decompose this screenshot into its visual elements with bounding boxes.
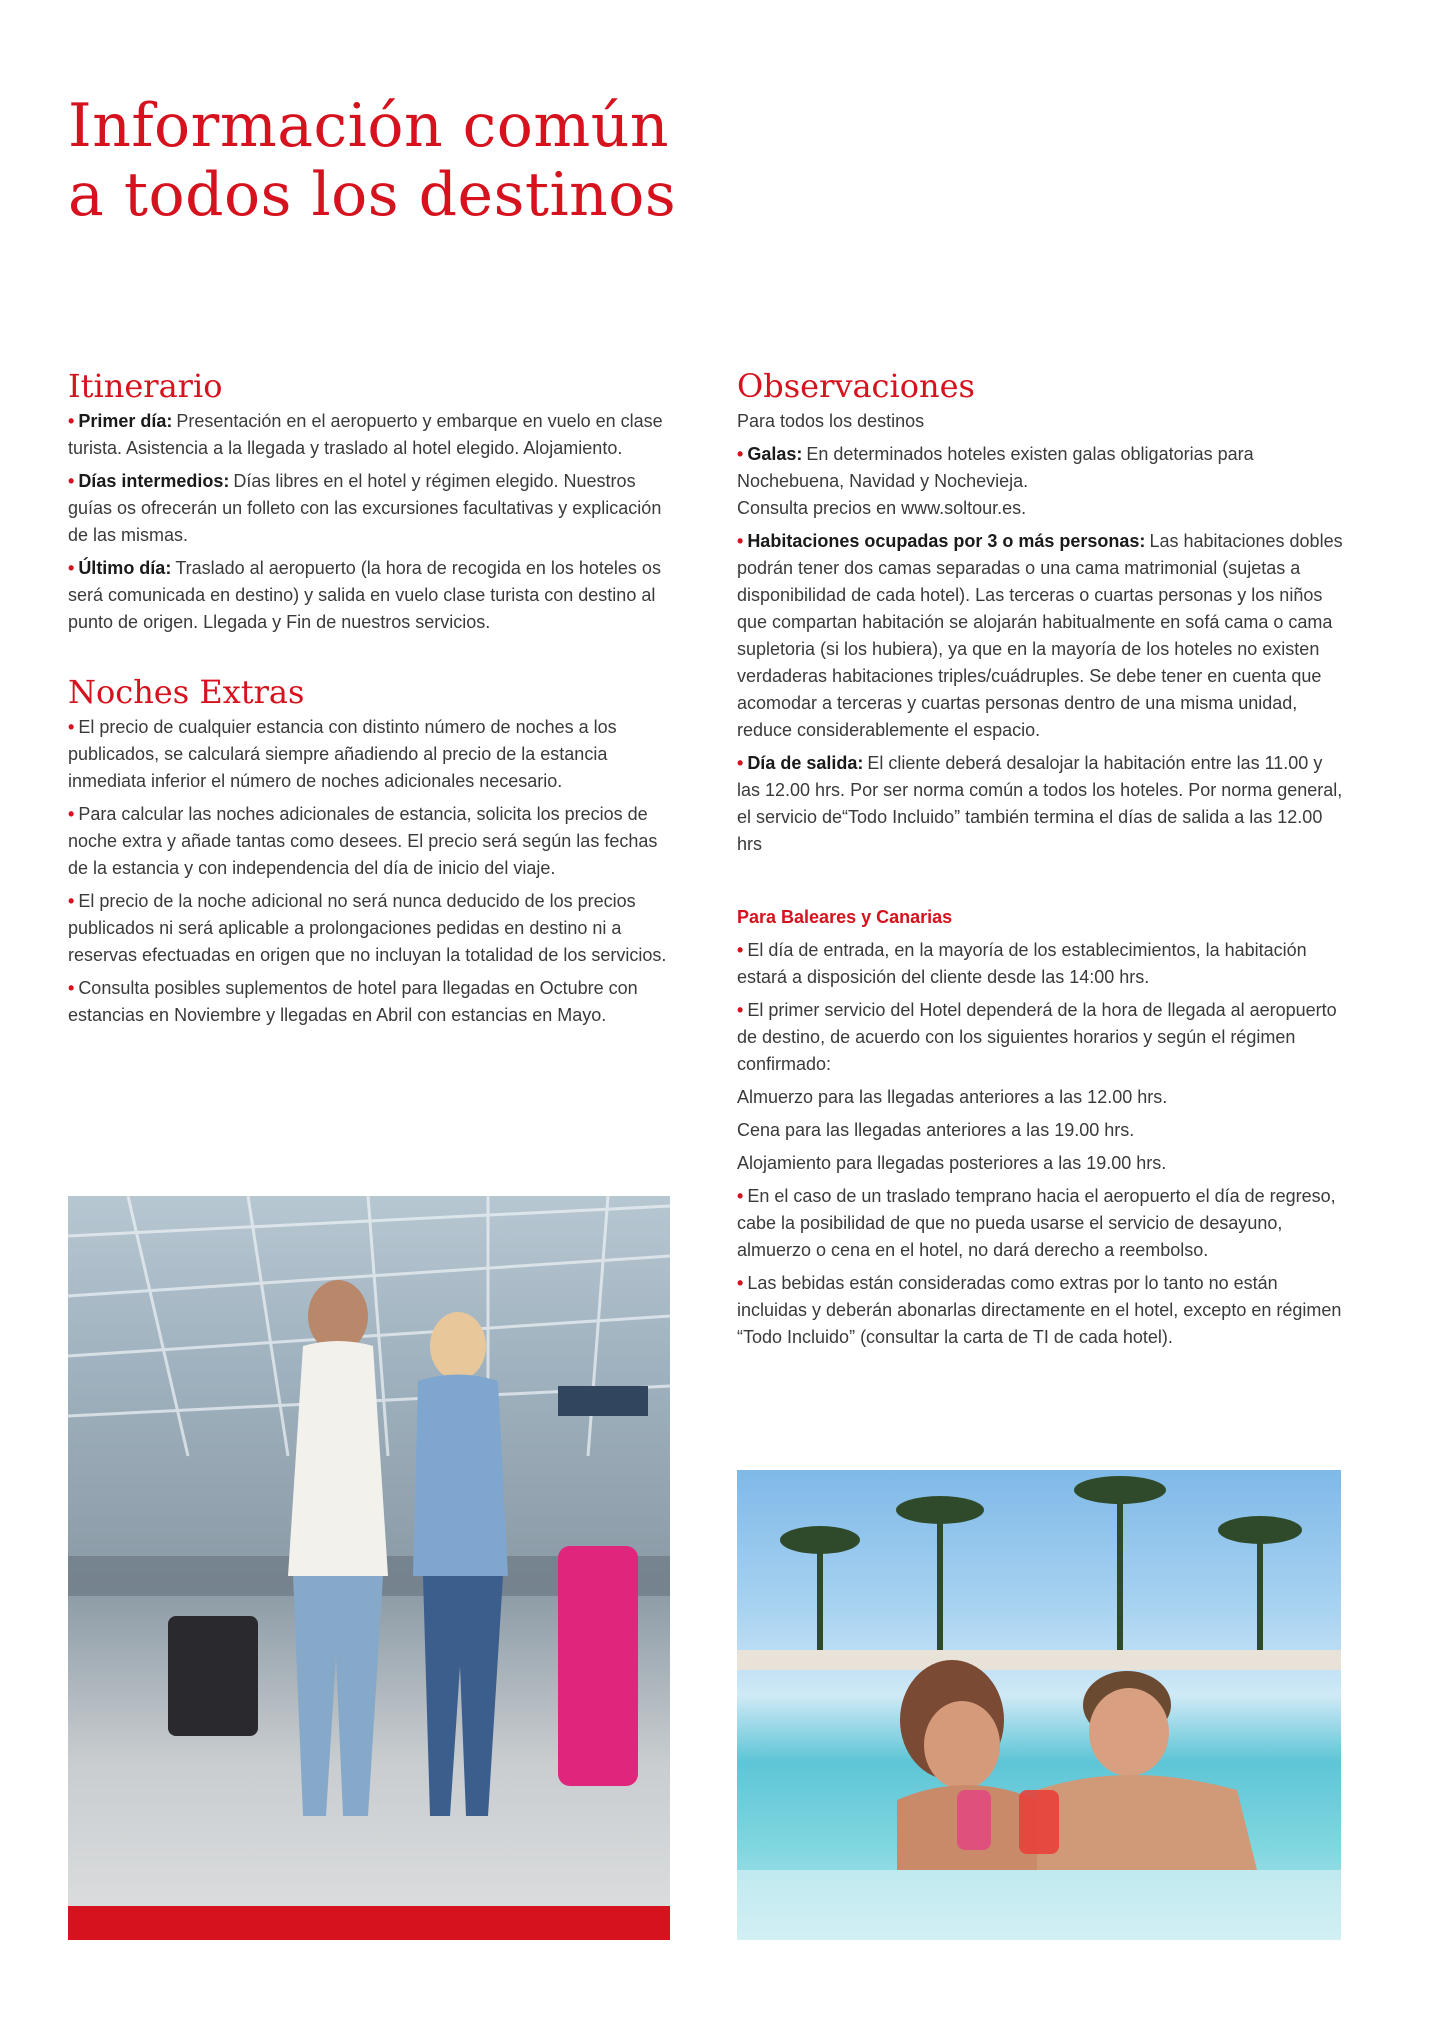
bullet-icon: •	[68, 978, 75, 998]
noches-item: • Consulta posibles suplementos de hotel para llegadas en Octubre con estancias en Noviembre y llegadas en Abril con estancias en Mayo.	[68, 978, 638, 1025]
bullet-icon: •	[737, 1186, 744, 1206]
baleares-item: • Las bebidas están consideradas como extras por lo tanto no están incluidas y deberán abonarlas directamente en el hotel, excepto en régimen “Todo Incluido” (consultar la carta de TI de cada hotel).	[737, 1273, 1342, 1347]
baleares-canarias-heading: Para Baleares y Canarias	[737, 907, 953, 927]
pool-scene-illustration	[737, 1470, 1341, 1940]
noches-extras-heading: Noches Extras	[68, 673, 305, 711]
observaciones-item-habitaciones: • Habitaciones ocupadas por 3 o más personas: Las habitaciones dobles podrán tener dos camas separadas o una cama matrimonial (sujetas a disponibilidad de cada hotel). Las terceras o cuartas personas y los niños que compartan habitación se alojarán habitualmente en sofá cama o cama supletoria (si los hubiera), ya que en la mayoría de los hoteles no existen verdaderas habitaciones triples/cuádruples. Se debe tener en cuenta que acomodar a terceras y cuartas personas dentro de una misma unidad, reduce considerablemente el espacio.	[737, 531, 1343, 740]
bullet-icon: •	[737, 1000, 744, 1020]
right-column	[737, 366, 1347, 1357]
observaciones-heading: Observaciones	[737, 367, 975, 405]
observaciones-item-galas: • Galas: En determinados hoteles existen galas obligatorias para Nochebuena, Navidad y Nochevieja.	[737, 444, 1254, 491]
itinerario-item-primer-dia: • Primer día: Presentación en el aeropuerto y embarque en vuelo en clase turista. Asistencia a la llegada y traslado al hotel elegido. Alojamiento.	[68, 411, 663, 458]
bullet-icon: •	[68, 411, 75, 431]
page-title	[68, 92, 676, 230]
page-title-line-1: Información común	[68, 91, 670, 161]
baleares-item: • El primer servicio del Hotel dependerá de la hora de llegada al aeropuerto de destino, de acuerdo con los siguientes horarios y según el régimen confirmado:	[737, 1000, 1337, 1074]
observaciones-intro: Para todos los destinos	[737, 411, 925, 431]
horario-almuerzo: Almuerzo para las llegadas anteriores a las 12.00 hrs.	[737, 1087, 1168, 1107]
horario-alojamiento: Alojamiento para llegadas posteriores a las 19.00 hrs.	[737, 1153, 1167, 1173]
bullet-icon: •	[737, 753, 744, 773]
baleares-item: • El día de entrada, en la mayoría de los establecimientos, la habitación estará a disposición del cliente desde las 14:00 hrs.	[737, 940, 1307, 987]
airport-scene-illustration	[68, 1196, 670, 1906]
noches-item: • Para calcular las noches adicionales de estancia, solicita los precios de noche extra y añade tantas como desees. El precio será según las fechas de la estancia y con independencia del día de inicio del viaje.	[68, 804, 658, 878]
observaciones-item-salida: • Día de salida: El cliente deberá desalojar la habitación entre las 11.00 y las 12.00 hrs. Por ser norma común a todos los hoteles. Por norma general, el servicio de“Todo Incluido” también termina el días de salida a las 12.00 hrs	[737, 753, 1343, 854]
bullet-icon: •	[68, 891, 75, 911]
bullet-icon: •	[737, 1273, 744, 1293]
bullet-icon: •	[68, 804, 75, 824]
bullet-icon: •	[737, 531, 744, 551]
bullet-icon: •	[68, 471, 75, 491]
noches-item: • El precio de la noche adicional no será nunca deducido de los precios publicados ni será aplicable a prolongaciones pedidas en destino ni a reservas efectuadas en origen que no incluyan la totalidad de los servicios.	[68, 891, 667, 965]
bullet-icon: •	[737, 444, 744, 464]
bullet-icon: •	[68, 717, 75, 737]
baleares-item: • En el caso de un traslado temprano hacia el aeropuerto el día de regreso, cabe la posibilidad de que no pueda usarse el servicio de desayuno, almuerzo o cena en el hotel, no dará derecho a reembolso.	[737, 1186, 1336, 1260]
noches-item: • El precio de cualquier estancia con distinto número de noches a los publicados, se calculará siempre añadiendo al precio de la estancia inmediata inferior el número de noches adicionales necesario.	[68, 717, 617, 791]
itinerario-item-dias-intermedios: • Días intermedios: Días libres en el hotel y régimen elegido. Nuestros guías os ofrecerán un folleto con las excursiones facultativas y explicación de las mismas.	[68, 471, 662, 545]
itinerario-heading: Itinerario	[68, 367, 223, 405]
horario-cena: Cena para las llegadas anteriores a las 19.00 hrs.	[737, 1120, 1135, 1140]
airport-couple-photo	[68, 1196, 670, 1906]
bullet-icon: •	[737, 940, 744, 960]
left-column	[68, 366, 678, 1035]
observaciones-consulta: Consulta precios en www.soltour.es.	[737, 498, 1027, 518]
pool-couple-photo	[737, 1470, 1341, 1940]
bullet-icon: •	[68, 558, 75, 578]
red-accent-bar	[68, 1906, 670, 1940]
page-title-line-2: a todos los destinos	[68, 160, 677, 230]
itinerario-item-ultimo-dia: • Último día: Traslado al aeropuerto (la hora de recogida en los hoteles os será comunicada en destino) y salida en vuelo clase turista con destino al punto de origen. Llegada y Fin de nuestros servicios.	[68, 558, 661, 632]
